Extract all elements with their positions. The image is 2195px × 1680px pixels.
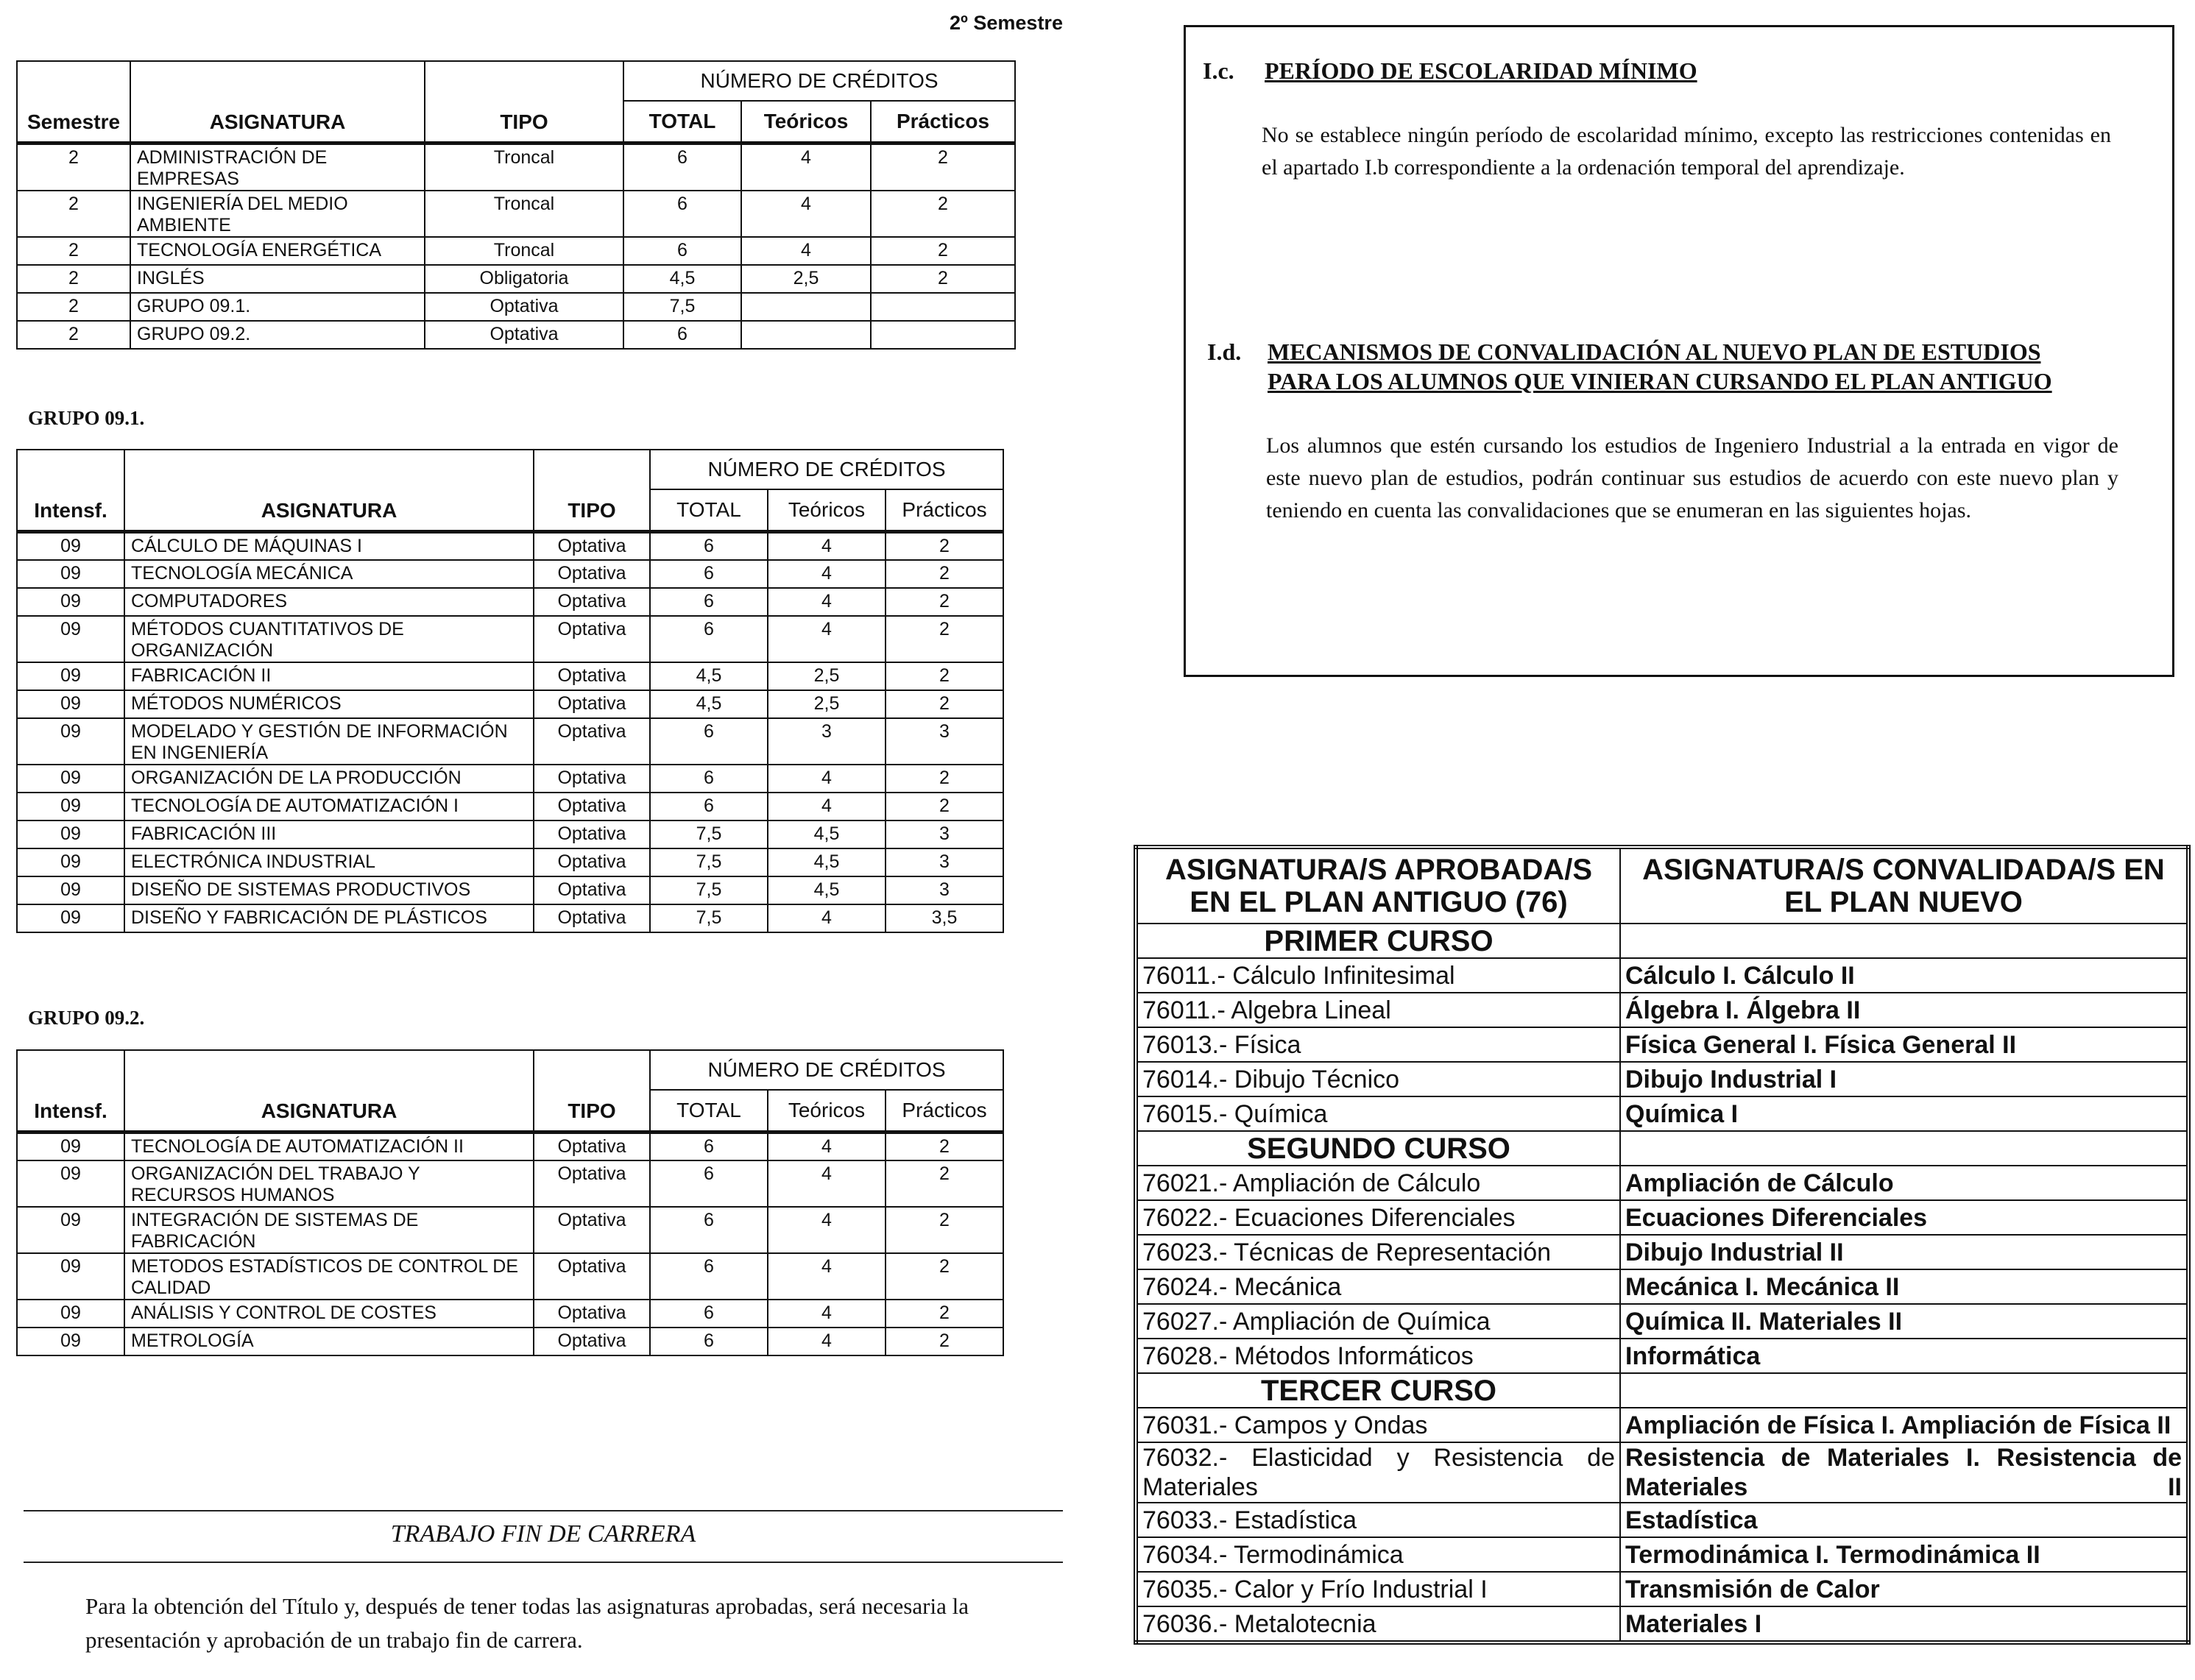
new-subject-cell: Dibujo Industrial I [1620, 1062, 2188, 1096]
total-credits-cell: 6 [650, 1133, 768, 1160]
section-c-title: PERÍODO DE ESCOLARIDAD MÍNIMO [1265, 57, 1697, 84]
subject-name-cell: TECNOLOGÍA DE AUTOMATIZACIÓN II [124, 1133, 534, 1160]
group-09-2-label: GRUPO 09.2. [28, 1007, 145, 1029]
theory-credits-cell [741, 321, 871, 349]
old-subject-cell: 76031.- Campos y Ondas [1136, 1408, 1620, 1442]
practice-credits-cell: 2 [871, 191, 1015, 237]
old-subject-cell: 76024.- Mecánica [1136, 1269, 1620, 1304]
intensity-cell: 09 [17, 1160, 124, 1207]
intensity-cell: 09 [17, 616, 124, 662]
theory-credits-cell: 4 [768, 1133, 886, 1160]
intensity-cell: 09 [17, 662, 124, 690]
subject-name-cell: CÁLCULO DE MÁQUINAS I [124, 532, 534, 560]
convalidation-row [1136, 1235, 2188, 1269]
table-row [17, 321, 1015, 349]
convalidation-row [1136, 1606, 2188, 1642]
subject-name-cell: ADMINISTRACIÓN DE EMPRESAS [130, 143, 425, 191]
convalidation-row [1136, 993, 2188, 1027]
new-subject-cell: Informática [1620, 1339, 2188, 1373]
old-subject-cell: 76014.- Dibujo Técnico [1136, 1062, 1620, 1096]
intensity-cell: 09 [17, 690, 124, 718]
intensity-cell: 09 [17, 1300, 124, 1328]
old-subject-cell: 76034.- Termodinámica [1136, 1537, 1620, 1572]
type-cell: Optativa [534, 560, 650, 588]
theory-credits-cell: 4,5 [768, 848, 886, 876]
header-new-plan: ASIGNATURA/S CONVALIDADA/S EN EL PLAN NUEVO [1620, 847, 2188, 924]
theory-credits-cell: 4 [768, 616, 886, 662]
col-tipo: TIPO [534, 450, 650, 532]
subject-name-cell: MÉTODOS NUMÉRICOS [124, 690, 534, 718]
group-09-1-label: GRUPO 09.1. [28, 407, 145, 429]
total-credits-cell: 6 [650, 560, 768, 588]
trabajo-text: Para la obtención del Título y, después de tener todas las asignaturas aprobadas, será necesaria la presentación y aprobación de un trabajo fin de carrera. [85, 1593, 969, 1653]
subject-name-cell: GRUPO 09.1. [130, 293, 425, 321]
new-subject-cell: Cálculo I. Cálculo II [1620, 958, 2188, 993]
trabajo-title: TRABAJO FIN DE CARRERA [390, 1520, 696, 1548]
convalidation-row [1136, 1537, 2188, 1572]
theory-credits-cell: 4 [768, 1253, 886, 1300]
new-subject-cell: Resistencia de Materiales I. Resistencia de Materiales II [1620, 1442, 2188, 1503]
old-subject-cell: 76035.- Calor y Frío Industrial I [1136, 1572, 1620, 1606]
type-cell: Obligatoria [425, 265, 623, 293]
total-credits-cell: 6 [650, 532, 768, 560]
old-subject-cell: 76011.- Algebra Lineal [1136, 993, 1620, 1027]
col-asignatura: ASIGNATURA [124, 450, 534, 532]
course-tercer: TERCER CURSO [1136, 1373, 1620, 1408]
new-subject-cell: Termodinámica I. Termodinámica II [1620, 1537, 2188, 1572]
type-cell: Optativa [534, 820, 650, 848]
intensity-cell: 09 [17, 1253, 124, 1300]
table-row [17, 765, 1003, 793]
new-subject-cell: Química I [1620, 1096, 2188, 1131]
type-cell: Optativa [534, 904, 650, 932]
subject-name-cell: GRUPO 09.2. [130, 321, 425, 349]
type-cell: Optativa [534, 1133, 650, 1160]
total-credits-cell: 7,5 [650, 904, 768, 932]
total-credits-cell: 6 [623, 237, 741, 265]
theory-credits-cell [741, 293, 871, 321]
old-subject-cell: 76033.- Estadística [1136, 1503, 1620, 1537]
col-tipo: TIPO [425, 61, 623, 143]
new-subject-cell: Materiales I [1620, 1606, 2188, 1642]
subject-name-cell: ANÁLISIS Y CONTROL DE COSTES [124, 1300, 534, 1328]
type-cell: Troncal [425, 237, 623, 265]
col-practicos: Prácticos [886, 1090, 1003, 1133]
old-subject-cell: 76015.- Química [1136, 1096, 1620, 1131]
type-cell: Optativa [425, 321, 623, 349]
intensity-cell: 09 [17, 848, 124, 876]
col-total: TOTAL [650, 489, 768, 532]
semester-subjects-table [16, 60, 1016, 350]
old-subject-cell: 76022.- Ecuaciones Diferenciales [1136, 1200, 1620, 1235]
col-numero-creditos: NÚMERO DE CRÉDITOS [623, 61, 1015, 101]
old-subject-cell: 76028.- Métodos Informáticos [1136, 1339, 1620, 1373]
total-credits-cell: 6 [650, 1328, 768, 1355]
new-subject-cell: Álgebra I. Álgebra II [1620, 993, 2188, 1027]
type-cell: Troncal [425, 143, 623, 191]
semester-cell: 2 [17, 191, 130, 237]
total-credits-cell: 6 [650, 1160, 768, 1207]
theory-credits-cell: 4,5 [768, 876, 886, 904]
col-numero-creditos: NÚMERO DE CRÉDITOS [650, 1050, 1003, 1090]
total-credits-cell: 7,5 [623, 293, 741, 321]
table-row [17, 876, 1003, 904]
col-total: TOTAL [650, 1090, 768, 1133]
col-teoricos: Teóricos [741, 101, 871, 143]
theory-credits-cell: 2,5 [768, 690, 886, 718]
section-d-text: Los alumnos que estén cursando los estudios de Ingeniero Industrial a la entrada en vigor de este nuevo plan de estudios, podrán continuar sus estudios de acuerdo con este nuevo plan y teniendo en cuenta las convalidaciones que se enumeran en las siguientes hojas. [1266, 433, 2118, 522]
section-d-title-line2: PARA LOS ALUMNOS QUE VINIERAN CURSANDO EL PLAN ANTIGUO [1268, 368, 2052, 394]
total-credits-cell: 6 [623, 191, 741, 237]
semester-cell: 2 [17, 321, 130, 349]
section-c-text: No se establece ningún período de escolaridad mínimo, excepto las restricciones contenidas en el apartado I.b correspondiente a la ordenación temporal del aprendizaje. [1262, 123, 2111, 180]
total-credits-cell: 7,5 [650, 876, 768, 904]
semester-label: 2º Semestre [950, 12, 1063, 34]
new-subject-cell: Estadística [1620, 1503, 2188, 1537]
intensity-cell: 09 [17, 1328, 124, 1355]
new-subject-cell: Dibujo Industrial II [1620, 1235, 2188, 1269]
col-numero-creditos: NÚMERO DE CRÉDITOS [650, 450, 1003, 489]
theory-credits-cell: 4 [768, 1328, 886, 1355]
col-tipo: TIPO [534, 1050, 650, 1133]
subject-name-cell: DISEÑO DE SISTEMAS PRODUCTIVOS [124, 876, 534, 904]
total-credits-cell: 6 [623, 143, 741, 191]
practice-credits-cell: 2 [886, 793, 1003, 820]
convalidation-table [1134, 845, 2191, 1645]
new-subject-cell: Transmisión de Calor [1620, 1572, 2188, 1606]
practice-credits-cell: 2 [886, 616, 1003, 662]
total-credits-cell: 6 [650, 718, 768, 765]
type-cell: Optativa [534, 876, 650, 904]
convalidation-row [1136, 958, 2188, 993]
practice-credits-cell: 2 [886, 1300, 1003, 1328]
convalidation-row [1136, 1503, 2188, 1537]
col-asignatura: ASIGNATURA [124, 1050, 534, 1133]
total-credits-cell: 4,5 [650, 662, 768, 690]
new-subject-cell: Ampliación de Física I. Ampliación de Física II [1620, 1408, 2188, 1442]
theory-credits-cell: 4 [768, 793, 886, 820]
practice-credits-cell: 2 [886, 1133, 1003, 1160]
intensity-cell: 09 [17, 876, 124, 904]
intensity-cell: 09 [17, 1133, 124, 1160]
practice-credits-cell: 2 [886, 1207, 1003, 1253]
subject-name-cell: TECNOLOGÍA DE AUTOMATIZACIÓN I [124, 793, 534, 820]
semester-cell: 2 [17, 293, 130, 321]
new-subject-cell: Mecánica I. Mecánica II [1620, 1269, 2188, 1304]
old-subject-cell: 76021.- Ampliación de Cálculo [1136, 1166, 1620, 1200]
type-cell: Optativa [534, 690, 650, 718]
type-cell: Optativa [534, 1300, 650, 1328]
practice-credits-cell [871, 321, 1015, 349]
new-subject-cell: Física General I. Física General II [1620, 1027, 2188, 1062]
theory-credits-cell: 4 [741, 143, 871, 191]
subject-name-cell: MÉTODOS CUANTITATIVOS DE ORGANIZACIÓN [124, 616, 534, 662]
header-old-plan: ASIGNATURA/S APROBADA/S EN EL PLAN ANTIGUO (76) [1136, 847, 1620, 924]
table-row [17, 265, 1015, 293]
total-credits-cell: 6 [650, 765, 768, 793]
col-total: TOTAL [623, 101, 741, 143]
divider-top [24, 1510, 1063, 1511]
intensity-cell: 09 [17, 588, 124, 616]
col-teoricos: Teóricos [768, 1090, 886, 1133]
convalidation-row [1136, 1408, 2188, 1442]
old-subject-cell: 76032.- Elasticidad y Resistencia de Materiales [1136, 1442, 1620, 1503]
semester-cell: 2 [17, 265, 130, 293]
type-cell: Optativa [534, 1253, 650, 1300]
convalidation-row [1136, 1096, 2188, 1131]
type-cell: Optativa [534, 1207, 650, 1253]
old-subject-cell: 76023.- Técnicas de Representación [1136, 1235, 1620, 1269]
new-subject-cell: Ampliación de Cálculo [1620, 1166, 2188, 1200]
practice-credits-cell: 2 [871, 143, 1015, 191]
semester-cell: 2 [17, 237, 130, 265]
convalidation-row [1136, 1339, 2188, 1373]
col-intensf: Intensf. [17, 1050, 124, 1133]
practice-credits-cell: 2 [886, 662, 1003, 690]
total-credits-cell: 6 [650, 1253, 768, 1300]
table-row [17, 848, 1003, 876]
subject-name-cell: TECNOLOGÍA MECÁNICA [124, 560, 534, 588]
section-d-title-line1: MECANISMOS DE CONVALIDACIÓN AL NUEVO PLAN DE ESTUDIOS [1268, 339, 2041, 365]
practice-credits-cell: 3,5 [886, 904, 1003, 932]
table-row [17, 820, 1003, 848]
table-row [17, 191, 1015, 237]
convalidation-row [1136, 1442, 2188, 1503]
subject-name-cell: INGENIERÍA DEL MEDIO AMBIENTE [130, 191, 425, 237]
theory-credits-cell: 4 [768, 588, 886, 616]
subject-name-cell: ORGANIZACIÓN DEL TRABAJO Y RECURSOS HUMANOS [124, 1160, 534, 1207]
col-practicos: Prácticos [886, 489, 1003, 532]
subject-name-cell: TECNOLOGÍA ENERGÉTICA [130, 237, 425, 265]
convalidation-row [1136, 1200, 2188, 1235]
intensity-cell: 09 [17, 765, 124, 793]
total-credits-cell: 7,5 [650, 820, 768, 848]
table-row [17, 588, 1003, 616]
group-09-1-table [16, 449, 1004, 933]
subject-name-cell: DISEÑO Y FABRICACIÓN DE PLÁSTICOS [124, 904, 534, 932]
table-row [17, 143, 1015, 191]
table-row [17, 293, 1015, 321]
theory-credits-cell: 4 [768, 1300, 886, 1328]
intensity-cell: 09 [17, 820, 124, 848]
subject-name-cell: COMPUTADORES [124, 588, 534, 616]
practice-credits-cell: 2 [871, 265, 1015, 293]
table-row [17, 237, 1015, 265]
subject-name-cell: ORGANIZACIÓN DE LA PRODUCCIÓN [124, 765, 534, 793]
total-credits-cell: 4,5 [650, 690, 768, 718]
type-cell: Optativa [534, 848, 650, 876]
table-row [17, 1207, 1003, 1253]
theory-credits-cell: 4 [768, 532, 886, 560]
col-asignatura: ASIGNATURA [130, 61, 425, 143]
divider-bottom [24, 1562, 1063, 1563]
convalidation-row [1136, 1166, 2188, 1200]
subject-name-cell: INTEGRACIÓN DE SISTEMAS DE FABRICACIÓN [124, 1207, 534, 1253]
type-cell: Optativa [534, 1328, 650, 1355]
new-subject-cell: Ecuaciones Diferenciales [1620, 1200, 2188, 1235]
table-row [17, 532, 1003, 560]
total-credits-cell: 6 [650, 588, 768, 616]
subject-name-cell: METODOS ESTADÍSTICOS DE CONTROL DE CALIDAD [124, 1253, 534, 1300]
practice-credits-cell: 2 [886, 560, 1003, 588]
table-row [17, 904, 1003, 932]
total-credits-cell: 4,5 [623, 265, 741, 293]
subject-name-cell: ELECTRÓNICA INDUSTRIAL [124, 848, 534, 876]
practice-credits-cell: 2 [871, 237, 1015, 265]
total-credits-cell: 6 [650, 1300, 768, 1328]
total-credits-cell: 6 [650, 793, 768, 820]
type-cell: Optativa [534, 765, 650, 793]
practice-credits-cell: 2 [886, 588, 1003, 616]
type-cell: Optativa [534, 718, 650, 765]
practice-credits-cell: 2 [886, 1160, 1003, 1207]
intensity-cell: 09 [17, 1207, 124, 1253]
type-cell: Optativa [425, 293, 623, 321]
intensity-cell: 09 [17, 904, 124, 932]
practice-credits-cell: 2 [886, 765, 1003, 793]
type-cell: Optativa [534, 588, 650, 616]
practice-credits-cell [871, 293, 1015, 321]
table-row [17, 1328, 1003, 1355]
section-c-number: I.c. [1203, 57, 1234, 84]
table-row [17, 616, 1003, 662]
practice-credits-cell: 2 [886, 1253, 1003, 1300]
convalidation-row [1136, 1027, 2188, 1062]
old-subject-cell: 76027.- Ampliación de Química [1136, 1304, 1620, 1339]
table-row [17, 690, 1003, 718]
convalidation-row [1136, 1572, 2188, 1606]
theory-credits-cell: 4 [768, 1207, 886, 1253]
table-row [17, 560, 1003, 588]
table-row [17, 793, 1003, 820]
type-cell: Optativa [534, 662, 650, 690]
subject-name-cell: INGLÉS [130, 265, 425, 293]
total-credits-cell: 6 [650, 1207, 768, 1253]
theory-credits-cell: 4 [768, 560, 886, 588]
practice-credits-cell: 3 [886, 848, 1003, 876]
type-cell: Optativa [534, 793, 650, 820]
new-subject-cell: Química II. Materiales II [1620, 1304, 2188, 1339]
subject-name-cell: FABRICACIÓN II [124, 662, 534, 690]
old-subject-cell: 76011.- Cálculo Infinitesimal [1136, 958, 1620, 993]
total-credits-cell: 6 [623, 321, 741, 349]
section-d-number: I.d. [1207, 339, 1242, 365]
table-row [17, 1300, 1003, 1328]
convalidation-row [1136, 1269, 2188, 1304]
theory-credits-cell: 4 [768, 904, 886, 932]
intensity-cell: 09 [17, 560, 124, 588]
table-row [17, 718, 1003, 765]
semester-cell: 2 [17, 143, 130, 191]
old-subject-cell: 76036.- Metalotecnia [1136, 1606, 1620, 1642]
table-row [17, 1133, 1003, 1160]
type-cell: Optativa [534, 532, 650, 560]
col-intensf: Intensf. [17, 450, 124, 532]
theory-credits-cell: 2,5 [768, 662, 886, 690]
theory-credits-cell: 3 [768, 718, 886, 765]
practice-credits-cell: 3 [886, 718, 1003, 765]
theory-credits-cell: 4 [741, 191, 871, 237]
practice-credits-cell: 2 [886, 532, 1003, 560]
table-row [17, 662, 1003, 690]
old-subject-cell: 76013.- Física [1136, 1027, 1620, 1062]
intensity-cell: 09 [17, 793, 124, 820]
theory-credits-cell: 2,5 [741, 265, 871, 293]
theory-credits-cell: 4 [741, 237, 871, 265]
convalidation-row [1136, 1062, 2188, 1096]
subject-name-cell: FABRICACIÓN III [124, 820, 534, 848]
total-credits-cell: 7,5 [650, 848, 768, 876]
subject-name-cell: METROLOGÍA [124, 1328, 534, 1355]
theory-credits-cell: 4 [768, 1160, 886, 1207]
intensity-cell: 09 [17, 718, 124, 765]
convalidation-row [1136, 1304, 2188, 1339]
practice-credits-cell: 3 [886, 820, 1003, 848]
col-teoricos: Teóricos [768, 489, 886, 532]
type-cell: Optativa [534, 1160, 650, 1207]
col-semestre: Semestre [17, 61, 130, 143]
course-segundo: SEGUNDO CURSO [1136, 1131, 1620, 1166]
theory-credits-cell: 4 [768, 765, 886, 793]
intensity-cell: 09 [17, 532, 124, 560]
table-row [17, 1253, 1003, 1300]
col-practicos: Prácticos [871, 101, 1015, 143]
type-cell: Optativa [534, 616, 650, 662]
practice-credits-cell: 2 [886, 1328, 1003, 1355]
practice-credits-cell: 2 [886, 690, 1003, 718]
total-credits-cell: 6 [650, 616, 768, 662]
practice-credits-cell: 3 [886, 876, 1003, 904]
theory-credits-cell: 4,5 [768, 820, 886, 848]
table-row [17, 1160, 1003, 1207]
course-primer: PRIMER CURSO [1136, 924, 1620, 958]
type-cell: Troncal [425, 191, 623, 237]
subject-name-cell: MODELADO Y GESTIÓN DE INFORMACIÓN EN INGENIERÍA [124, 718, 534, 765]
group-09-2-table [16, 1049, 1004, 1356]
